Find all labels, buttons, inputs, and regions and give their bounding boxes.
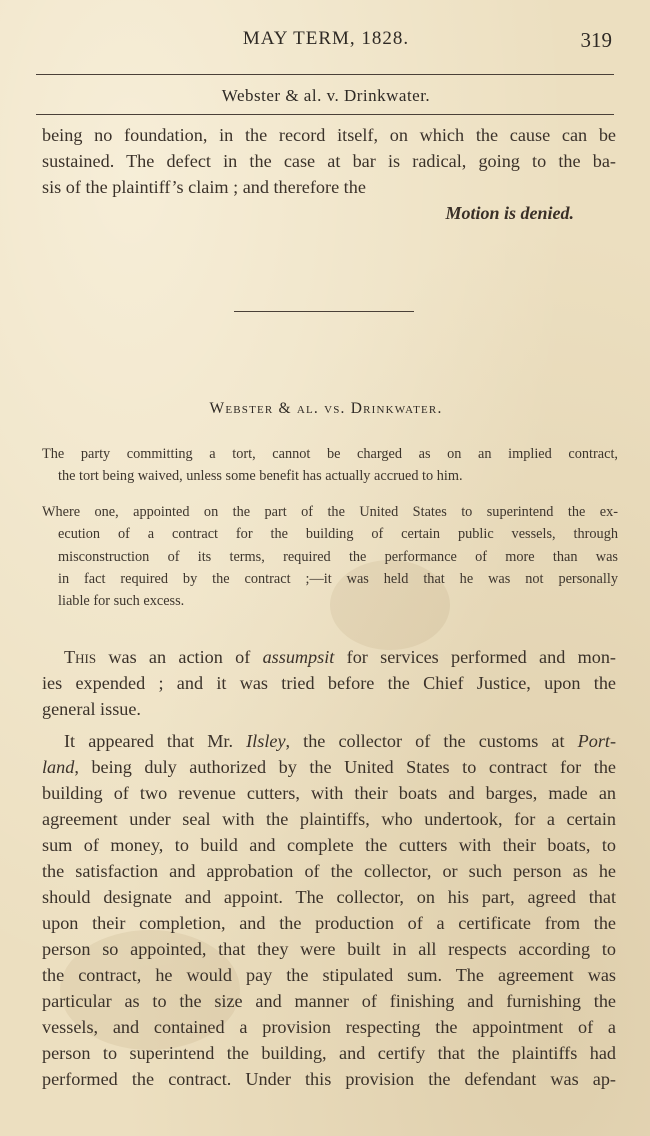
prior-case-text — [42, 122, 616, 200]
text-line: the contract, he would pay the stipulated sum. The agreement was — [42, 965, 616, 985]
headnote-1 — [42, 443, 618, 488]
text-line: This was an action of assumpsit for services performed and mon- — [64, 647, 616, 667]
text-line: particular as to the size and manner of finishing and furnishing the — [42, 991, 616, 1011]
text-line: agreement under seal with the plaintiffs, who undertook, for a certain — [42, 809, 616, 829]
case-running-head: Webster & al. v. Drinkwater. — [221, 86, 431, 105]
running-head: MAY TERM, 1828. — [242, 28, 410, 49]
text-line: performed the contract. Under this provision the defendant was ap- — [42, 1069, 616, 1089]
text-line: being no foundation, in the record itself, on which the cause can be — [42, 125, 616, 145]
text-line: general issue. — [42, 699, 141, 719]
headnote-2 — [42, 501, 618, 612]
italic-term: assumpsit — [262, 647, 335, 667]
page-header — [40, 28, 612, 58]
headnote-line: ecution of a contract for the building of certain public vessels, through — [58, 526, 618, 543]
headnote-line: Where one, appointed on the part of the United States to superintend the ex- — [42, 504, 618, 520]
text-line: person to superintend the building, and certify that the plaintiffs had — [42, 1043, 616, 1063]
body-paragraph-1 — [42, 644, 616, 722]
text-line: building of two revenue cutters, with their boats and barges, made an — [42, 783, 616, 803]
text-line: should designate and appoint. The collector, on his part, agreed that — [42, 887, 616, 907]
text-line: person so appointed, that they were built in all respects according to — [42, 939, 616, 959]
headnote-line: misconstruction of its terms, required the performance of more than was — [58, 548, 618, 565]
text-line: upon their completion, and the production of a certificate from the — [42, 913, 616, 933]
header-rule-lower — [36, 114, 614, 115]
lead-word: This — [64, 647, 97, 667]
section-divider — [234, 311, 414, 312]
italic-name: Ilsley — [246, 731, 286, 751]
page-number: 319 — [580, 28, 612, 52]
text-line: sis of the plaintiff’s claim ; and therefore the — [42, 177, 366, 197]
text-line: It appeared that Mr. Ilsley, the collector of the customs at Port- — [64, 731, 617, 751]
body-paragraph-2 — [42, 728, 616, 1092]
headnote-line: liable for such excess. — [58, 593, 185, 610]
italic-place: land — [42, 757, 75, 777]
text-line: the satisfaction and approbation of the collector, or such person as he — [42, 861, 616, 881]
headnote-line: the tort being waived, unless some benefit has actually accrued to him. — [58, 468, 463, 485]
text-line: sustained. The defect in the case at bar is radical, going to the ba- — [42, 151, 616, 171]
header-rule — [36, 74, 614, 75]
motion-denied: Motion is denied. — [445, 203, 574, 223]
italic-place: Port- — [577, 731, 617, 751]
text-line: land, being duly authorized by the United States to contract for the — [42, 757, 616, 777]
text-line: sum of money, to build and complete the cutters with their boats, to — [42, 835, 616, 855]
headnote-line: in fact required by the contract ;—it was held that he was not personally — [58, 570, 618, 587]
text-line: ies expended ; and it was tried before the Chief Justice, upon the — [42, 673, 616, 693]
headnote-line: The party committing a tort, cannot be charged as on an implied contract, — [42, 446, 618, 462]
text-line: vessels, and contained a provision respecting the appointment of a — [42, 1017, 616, 1037]
case-title: Webster & al. vs. Drinkwater. — [209, 400, 443, 417]
